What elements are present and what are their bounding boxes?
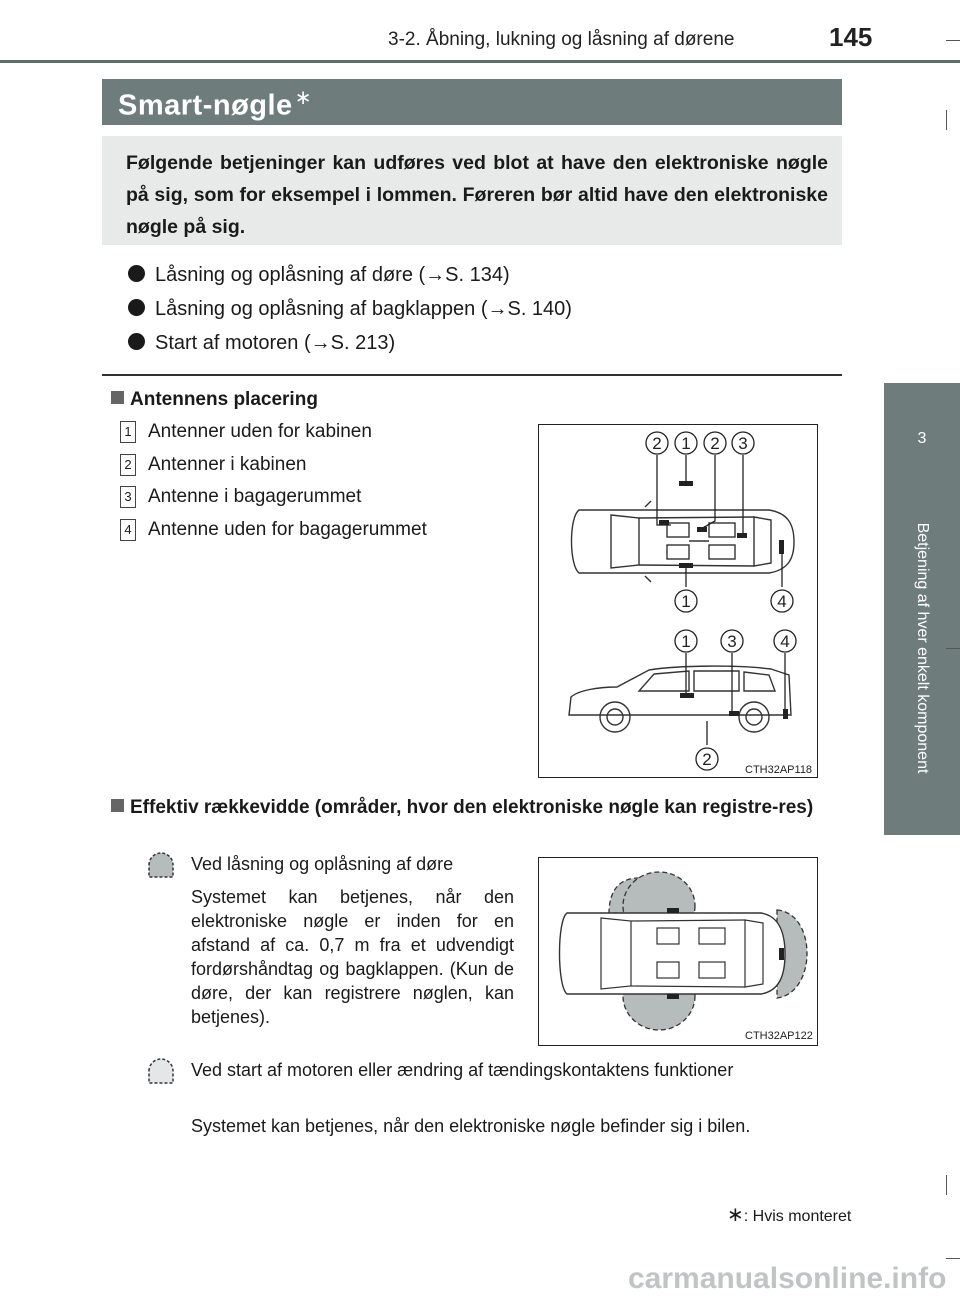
callout-circle [704, 432, 726, 454]
legend-text: Antenne uden for bagagerummet [148, 519, 427, 540]
figure-code: CTH32AP118 [745, 764, 813, 776]
legend-item [120, 486, 361, 508]
bullet-text: Låsning og oplåsning af døre (→S. 134) [155, 264, 510, 286]
section-title-mark: ∗ [294, 87, 312, 109]
legend-item [120, 519, 427, 541]
bullet-item [128, 332, 395, 355]
legend-item [120, 454, 306, 476]
bullet-dot-icon [128, 333, 145, 350]
crop-mark [946, 1175, 947, 1195]
callout-circle [732, 432, 754, 454]
footnote-mark: ∗ [727, 1204, 744, 1226]
legend-number: 2 [120, 454, 136, 476]
callout-label: 3 [738, 434, 748, 453]
range-item1-body: Systemet kan betjenes, når den elektroniske nøgle er inden for en afstand af ca. 0,7 m fra et udvendigt fordørshåndtag og bagklappen. (Kun de døre, der kan registrere nøglen, kan betjenes). [191, 887, 514, 1027]
callout-circle [771, 590, 793, 612]
legend-text: Antenne i bagagerummet [148, 486, 362, 507]
crop-mark [946, 1258, 960, 1259]
callout-circle [675, 630, 697, 652]
intro-text: Følgende betjeninger kan udføres ved blot at have den elektroniske nøgle på sig, som for eksempel i lommen. Føreren bør altid have den elektroniske nøgle på sig. [126, 152, 828, 238]
bullet-text: Start af motoren (→S. 213) [155, 332, 396, 354]
range-figure [538, 857, 818, 1046]
watermark: carmanualsonline.info [628, 1262, 947, 1295]
callout-label: 4 [777, 592, 787, 611]
callout-label: 1 [681, 434, 691, 453]
dashed-circle-icon [147, 851, 175, 879]
car-windshield [611, 515, 639, 568]
section-divider [102, 374, 842, 376]
legend-number: 4 [120, 519, 136, 541]
range-item2-body: Systemet kan betjenes, når den elektroniske nøgle befinder sig i bilen. [191, 1116, 751, 1136]
antenna-heading [111, 389, 318, 411]
legend-item [120, 421, 372, 443]
callout-circle [675, 590, 697, 612]
antenna-heading-text: Antennens placering [130, 389, 318, 410]
bullet-dot-icon [128, 299, 145, 316]
callout-circle [696, 748, 718, 770]
chapter-title: 3-2. Åbning, lukning og låsning af dørene [388, 29, 735, 50]
crop-mark [946, 648, 960, 649]
side-tab-number: 3 [917, 430, 927, 447]
callout-label: 1 [681, 592, 691, 611]
callout-circle [646, 432, 668, 454]
crop-mark [946, 40, 960, 41]
range-item2-title: Ved start af motoren eller ændring af tændingskontaktens funktioner [191, 1060, 734, 1080]
heading-square-icon [111, 391, 124, 404]
legend-text: Antenner uden for kabinen [148, 421, 372, 442]
car-rear-window [754, 517, 771, 566]
header-rule [0, 60, 960, 63]
footnote-text: : Hvis monteret [743, 1208, 852, 1225]
crop-mark [946, 110, 947, 130]
side-tab-label: Betjening af hver enkelt komponent [914, 522, 931, 774]
legend-text: Antenner i kabinen [148, 454, 307, 475]
callout-label: 1 [681, 632, 691, 651]
range-heading [111, 797, 841, 819]
range-heading-text: Effektiv rækkevidde (områder, hvor den elektroniske nøgle kan registre-res) [130, 797, 814, 818]
callout-label: 4 [780, 632, 790, 651]
page-number: 145 [829, 22, 873, 52]
callout-circle [721, 630, 743, 652]
callout-label: 2 [710, 434, 720, 453]
legend-number: 1 [120, 421, 136, 443]
bullet-dot-icon [128, 265, 145, 282]
figure-code: CTH32AP122 [745, 1030, 813, 1042]
antenna-location-figure [538, 424, 818, 778]
section-title-text: Smart-nøgle [118, 89, 293, 122]
footnote [727, 1202, 851, 1227]
callout-label: 2 [652, 434, 662, 453]
callout-label: 3 [727, 632, 737, 651]
callout-circle [774, 630, 796, 652]
callout-circle [675, 432, 697, 454]
bullet-item [128, 298, 572, 321]
range-item1-title: Ved låsning og oplåsning af døre [191, 854, 454, 874]
legend-number: 3 [120, 486, 136, 508]
antenna-diagram [539, 425, 817, 777]
section-title [118, 85, 312, 123]
car-top-view-body [560, 913, 786, 994]
heading-square-icon [111, 799, 124, 812]
bullet-text: Låsning og oplåsning af bagklappen (→S. 140) [155, 298, 572, 320]
range-diagram [539, 858, 817, 1045]
bullet-item [128, 264, 510, 287]
dashed-circle-icon [147, 1057, 175, 1085]
callout-label: 2 [702, 750, 712, 769]
